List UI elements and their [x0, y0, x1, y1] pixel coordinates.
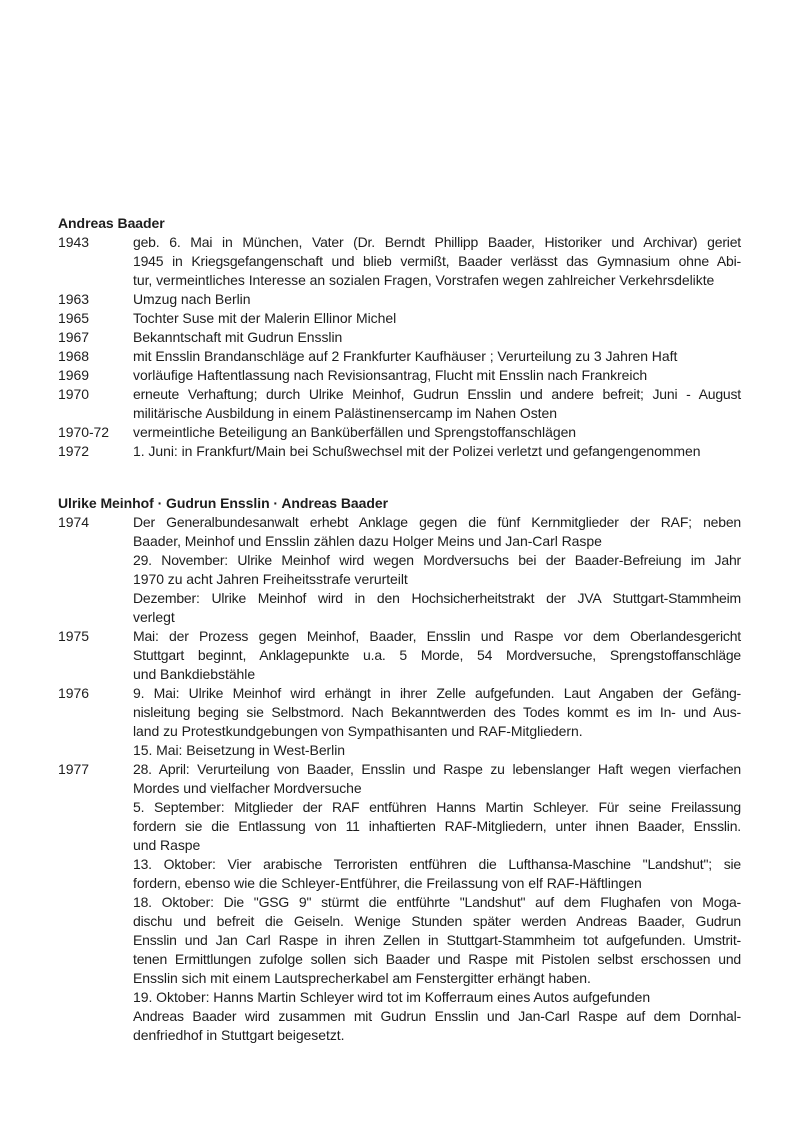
entry-year: 1972 — [58, 443, 89, 459]
text-line: Ensslin sich mit einem Lautsprecherkabel am Fenstergitter erhängt haben. — [133, 970, 591, 986]
entry-paragraph — [133, 589, 741, 627]
text-line: 1970 zu acht Jahren Freiheitsstrafe verurteilt — [133, 571, 408, 587]
entry-year: 1943 — [58, 234, 89, 250]
section-heading: Ulrike Meinhof · Gudrun Ensslin · Andreas Baader — [58, 495, 389, 511]
text-line: mit Ensslin Brandanschläge auf 2 Frankfurter Kaufhäuser ; Verurteilung zu 3 Jahren Haft — [133, 348, 678, 364]
entry-year: 1963 — [58, 291, 89, 307]
timeline-section — [58, 494, 743, 1045]
entry-year: 1968 — [58, 348, 89, 364]
entry-paragraphs — [133, 423, 741, 442]
entry-paragraphs — [133, 233, 741, 290]
entry-paragraph — [133, 347, 741, 366]
text-line: vorläufige Haftentlassung nach Revisionsantrag, Flucht mit Ensslin nach Frankreich — [133, 367, 648, 383]
entry-paragraph — [133, 627, 741, 684]
timeline-entry — [58, 513, 743, 627]
entry-year: 1976 — [58, 685, 89, 701]
entry-paragraph — [133, 442, 741, 461]
entry-paragraph — [133, 893, 741, 988]
timeline-entry — [58, 309, 743, 328]
text-line: und Raspe — [133, 837, 201, 853]
entry-paragraph — [133, 328, 741, 347]
entry-paragraph — [133, 233, 741, 290]
text-line: erneute Verhaftung; durch Ulrike Meinhof, Gudrun Ensslin und andere befreit; Juni - August — [133, 386, 741, 402]
entry-paragraphs — [133, 627, 741, 684]
text-line: 29. November: Ulrike Meinhof wird wegen Mordversuchs bei der Baader-Befreiung im Jahr — [133, 552, 741, 568]
text-line: Ensslin und Jan Carl Raspe in ihren Zellen in Stuttgart-Stammheim tot aufgefunden. Umstrit- — [133, 932, 741, 948]
text-line: 1. Juni: in Frankfurt/Main bei Schußwechsel mit der Polizei verletzt und gefangengenommen — [133, 443, 701, 459]
timeline-entry — [58, 442, 743, 461]
entry-year: 1977 — [58, 761, 89, 777]
entry-paragraph — [133, 741, 741, 760]
entry-paragraphs — [133, 385, 741, 423]
text-line: denfriedhof in Stuttgart beigesetzt. — [133, 1027, 345, 1043]
entry-paragraph — [133, 684, 741, 741]
entry-paragraph — [133, 551, 741, 589]
text-line: 1945 in Kriegsgefangenschaft und blieb vermißt, Baader verlässt das Gymnasium ohne Abi- — [133, 253, 741, 269]
timeline-entry — [58, 684, 743, 760]
timeline-entry — [58, 347, 743, 366]
text-line: 9. Mai: Ulrike Meinhof wird erhängt in ihrer Zelle aufgefunden. Laut Angaben der Gefäng- — [133, 685, 741, 701]
text-line: vermeintliche Beteiligung an Banküberfällen und Sprengstoffanschlägen — [133, 424, 577, 440]
text-line: land zu Protestkundgebungen von Sympathisanten und RAF-Mitgliedern. — [133, 723, 583, 739]
text-line: 28. April: Verurteilung von Baader, Ensslin und Raspe zu lebenslanger Haft wegen vierfachen — [133, 761, 741, 777]
entry-paragraph — [133, 366, 741, 385]
entry-paragraph — [133, 513, 741, 551]
text-line: 13. Oktober: Vier arabische Terroristen entführen die Lufthansa-Maschine "Landshut"; sie — [133, 856, 741, 872]
section-entries — [58, 513, 743, 1045]
section-heading: Andreas Baader — [58, 215, 165, 231]
text-line: dischu und befreit die Geiseln. Wenige Stunden später werden Andreas Baader, Gudrun — [133, 913, 741, 929]
text-line: militärische Ausbildung in einem Palästinensercamp im Nahen Osten — [133, 405, 557, 421]
text-line: 18. Oktober: Die "GSG 9" stürmt die entführte "Landshut" auf dem Flughafen von Moga- — [133, 894, 741, 910]
entry-year: 1970-72 — [58, 424, 110, 440]
text-line: Stuttgart beginnt, Anklagepunkte u.a. 5 Morde, 54 Mordversuche, Sprengstoffanschläge — [133, 647, 741, 663]
text-line: Umzug nach Berlin — [133, 291, 251, 307]
text-line: nisleitung beging sie Selbstmord. Nach Bekanntwerden des Todes kommt es im In- und Aus- — [133, 704, 741, 720]
entry-paragraphs — [133, 290, 741, 309]
section-entries — [58, 233, 743, 461]
entry-paragraphs — [133, 366, 741, 385]
entry-paragraph — [133, 385, 741, 423]
entry-paragraph — [133, 1007, 741, 1045]
timeline-entry — [58, 423, 743, 442]
entry-paragraph — [133, 309, 741, 328]
timeline-entry — [58, 328, 743, 347]
entry-paragraph — [133, 798, 741, 855]
text-line: geb. 6. Mai in München, Vater (Dr. Berndt Phillipp Baader, Historiker und Archivar) geriet — [133, 234, 741, 250]
entry-year: 1969 — [58, 367, 89, 383]
timeline-section — [58, 214, 743, 461]
text-line: 5. September: Mitglieder der RAF entführen Hanns Martin Schleyer. Für seine Freilassung — [133, 799, 741, 815]
text-line: fordern, ebenso wie die Schleyer-Entführer, die Freilassung von elf RAF-Häftlingen — [133, 875, 642, 891]
text-line: fordern sie die Entlassung von 11 inhaftierten RAF-Mitgliedern, unter ihnen Baader, Ensslin. — [133, 818, 741, 834]
entry-year: 1975 — [58, 628, 89, 644]
text-line: verlegt — [133, 609, 175, 625]
timeline-entry — [58, 385, 743, 423]
entry-paragraphs — [133, 309, 741, 328]
entry-paragraph — [133, 290, 741, 309]
text-line: Mai: der Prozess gegen Meinhof, Baader, Ensslin und Raspe vor dem Oberlandesgericht — [133, 628, 741, 644]
text-line: Baader, Meinhof und Ensslin zählen dazu Holger Meins und Jan-Carl Raspe — [133, 533, 602, 549]
entry-paragraphs — [133, 328, 741, 347]
text-line: und Bankdiebstähle — [133, 666, 256, 682]
timeline-entry — [58, 627, 743, 684]
text-line: tur, vermeintliches Interesse an sozialen Fragen, Vorstrafen wegen zahlreicher Verkehrsdelikte — [133, 272, 715, 288]
entry-paragraphs — [133, 684, 741, 760]
entry-paragraph — [133, 988, 741, 1007]
entry-year: 1974 — [58, 514, 89, 530]
timeline-entry — [58, 290, 743, 309]
timeline-entry — [58, 760, 743, 1045]
text-line: 15. Mai: Beisetzung in West-Berlin — [133, 742, 346, 758]
entry-year: 1967 — [58, 329, 89, 345]
entry-paragraphs — [133, 513, 741, 627]
entry-paragraph — [133, 760, 741, 798]
text-line: Andreas Baader wird zusammen mit Gudrun Ensslin und Jan-Carl Raspe auf dem Dornhal- — [133, 1008, 741, 1024]
text-line: Der Generalbundesanwalt erhebt Anklage gegen die fünf Kernmitglieder der RAF; neben — [133, 514, 741, 530]
entry-year: 1965 — [58, 310, 89, 326]
text-line: Bekanntschaft mit Gudrun Ensslin — [133, 329, 343, 345]
entry-year: 1970 — [58, 386, 89, 402]
entry-paragraphs — [133, 442, 741, 461]
entry-paragraph — [133, 855, 741, 893]
entry-paragraph — [133, 423, 741, 442]
timeline-entry — [58, 233, 743, 290]
text-line: 19. Oktober: Hanns Martin Schleyer wird tot im Kofferraum eines Autos aufgefunden — [133, 989, 651, 1005]
text-line: Dezember: Ulrike Meinhof wird in den Hochsicherheitstrakt der JVA Stuttgart-Stammheim — [133, 590, 741, 606]
text-line: tenen Ermittlungen zufolge sollen sich Baader und Raspe mit Pistolen selbst erschossen und — [133, 951, 741, 967]
entry-paragraphs — [133, 347, 741, 366]
entry-paragraphs — [133, 760, 741, 1045]
text-line: Mordes und vielfacher Mordversuche — [133, 780, 362, 796]
timeline-entry — [58, 366, 743, 385]
text-line: Tochter Suse mit der Malerin Ellinor Michel — [133, 310, 397, 326]
